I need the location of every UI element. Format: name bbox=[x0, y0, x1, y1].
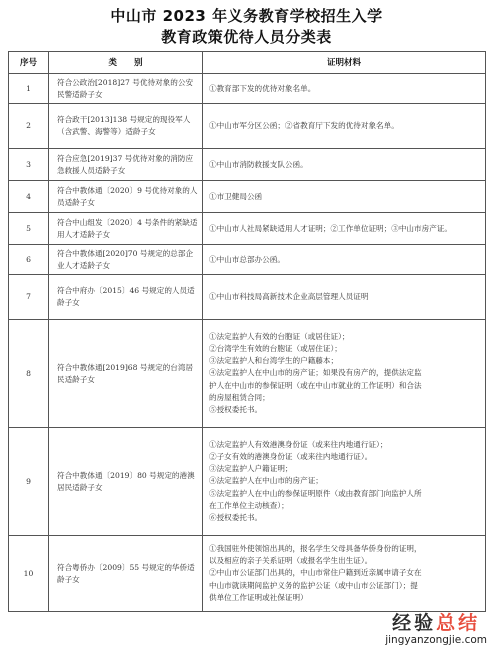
document-title-line-2: 教育政策优待人员分类表 bbox=[161, 28, 332, 46]
row-materials bbox=[203, 74, 486, 104]
row-materials bbox=[203, 149, 486, 181]
row-seq: 8 bbox=[9, 320, 49, 428]
row-category: 符合粤侨办〔2009〕55 号规定的华侨适龄子女 bbox=[49, 536, 203, 612]
row-category: 符合中教体通〔2020〕9 号优待对象的人员适龄子女 bbox=[49, 181, 203, 213]
row-category: 符合政干[2013]138 号规定的现役军人（含武警、海警等）适龄子女 bbox=[49, 104, 203, 149]
material-line: ⑤授权委托书。 bbox=[209, 405, 263, 414]
material-line: ②子女有效的港澳身份证（或来往内地通行证）。 bbox=[209, 451, 373, 461]
row-materials bbox=[203, 104, 486, 149]
row-seq: 1 bbox=[9, 74, 49, 104]
row-seq: 10 bbox=[9, 536, 49, 612]
table-row bbox=[9, 213, 486, 245]
material-line: 供单位工作证明或社保证明） bbox=[209, 592, 308, 602]
material-line: 的房屋租赁合同； bbox=[209, 392, 270, 402]
material-line: ②中山市公证部门出具的，中山市常住户籍到近亲属申请子女在 bbox=[209, 568, 422, 578]
material-line: ④法定监护人在中山市的房产证；如果没有房产的，提供法定监 bbox=[209, 368, 422, 378]
material-line: ①中山市军分区公函；②省教育厅下发的优待对象名单。 bbox=[209, 121, 399, 130]
row-materials bbox=[203, 536, 486, 612]
table-body bbox=[9, 74, 486, 612]
material-line: ②台湾学生有效的台胞证（或居住证）； bbox=[209, 343, 342, 353]
watermark-brand: 经验总结 bbox=[392, 612, 481, 634]
row-materials bbox=[203, 320, 486, 428]
row-materials bbox=[203, 428, 486, 536]
table-row bbox=[9, 181, 486, 213]
table-row bbox=[9, 149, 486, 181]
material-line: ⑤法定监护人在中山的参保证明原件（或由教育部门向监护人所 bbox=[209, 488, 422, 498]
table-row bbox=[9, 245, 486, 275]
row-seq: 4 bbox=[9, 181, 49, 213]
material-line: ①我国驻外使领馆出具的，报名学生父母具备华侨身份的证明， bbox=[209, 543, 422, 553]
row-category: 符合中教体通[2019]68 号规定的台湾居民适龄子女 bbox=[49, 320, 203, 428]
row-seq: 5 bbox=[9, 213, 49, 245]
row-materials bbox=[203, 181, 486, 213]
material-line: ①中山市科技局高新技术企业高层管理人员证明 bbox=[209, 292, 369, 301]
row-materials bbox=[203, 275, 486, 320]
row-category: 符合应急[2019]37 号优待对象的消防应急救援人员适龄子女 bbox=[49, 149, 203, 181]
watermark bbox=[385, 612, 487, 646]
material-line: ①中山市人社局紧缺适用人才证明；②工作单位证明；③中山市房产证。 bbox=[209, 223, 452, 233]
row-seq: 2 bbox=[9, 104, 49, 149]
material-line: ①市卫健局公函 bbox=[209, 191, 263, 201]
material-line: 在工作单位主动核查）； bbox=[209, 500, 289, 510]
row-seq: 3 bbox=[9, 149, 49, 181]
material-line: ③法定监护人户籍证明； bbox=[209, 464, 293, 474]
material-line: ⑥授权委托书。 bbox=[209, 513, 263, 522]
material-line: ①法定监护人有效的台胞证（或居住证）； bbox=[209, 331, 350, 341]
watermark-url: jingyanzongjie.com bbox=[385, 634, 487, 646]
row-category: 符合中教体通[2020]70 号规定的总部企业人才适龄子女 bbox=[49, 245, 203, 275]
table-row bbox=[9, 320, 486, 428]
table-row bbox=[9, 536, 486, 612]
row-category: 符合中府办〔2015〕46 号规定的人员适龄子女 bbox=[49, 275, 203, 320]
row-category: 符合公政治[2018]27 号优待对象的公安民警适龄子女 bbox=[49, 74, 203, 104]
table-row bbox=[9, 275, 486, 320]
material-line: ①教育部下发的优待对象名单。 bbox=[209, 83, 316, 93]
material-line: ①法定监护人有效港澳身份证（或来往内地通行证）； bbox=[209, 439, 388, 449]
material-line: ③法定监护人和台湾学生的户籍藤本； bbox=[209, 356, 339, 366]
table-row bbox=[9, 104, 486, 149]
row-seq: 6 bbox=[9, 245, 49, 275]
material-line: ①中山市总部办公函。 bbox=[209, 254, 285, 264]
header-materials: 证明材料 bbox=[203, 52, 486, 74]
row-category: 符合中教体通〔2019〕80 号规定的港澳居民适龄子女 bbox=[49, 428, 203, 536]
table-header-row bbox=[9, 52, 486, 74]
row-category: 符合中山组发〔2020〕4 号条件的紧缺适用人才适龄子女 bbox=[49, 213, 203, 245]
table-row bbox=[9, 428, 486, 536]
row-materials bbox=[203, 213, 486, 245]
document-title-line-1: 中山市 2023 年义务教育学校招生入学 bbox=[110, 7, 383, 25]
row-seq: 7 bbox=[9, 275, 49, 320]
material-line: 中山市就读期间监护义务的监护公证（或中山市公证部门）；提 bbox=[209, 580, 418, 590]
row-seq: 9 bbox=[9, 428, 49, 536]
material-line: ①中山市消防救援支队公函。 bbox=[209, 159, 308, 169]
header-seq: 序号 bbox=[9, 52, 49, 74]
policy-table bbox=[8, 51, 486, 612]
table-row bbox=[9, 74, 486, 104]
header-category: 类 别 bbox=[49, 52, 203, 74]
row-materials bbox=[203, 245, 486, 275]
material-line: 护人在中山市的参保证明（或在中山市就业的工作证明）和合法 bbox=[209, 380, 422, 390]
material-line: ④法定监护人在中山市的房产证； bbox=[209, 476, 323, 486]
material-line: 以及相应的亲子关系证明（或报名学生出生证）。 bbox=[209, 556, 373, 566]
